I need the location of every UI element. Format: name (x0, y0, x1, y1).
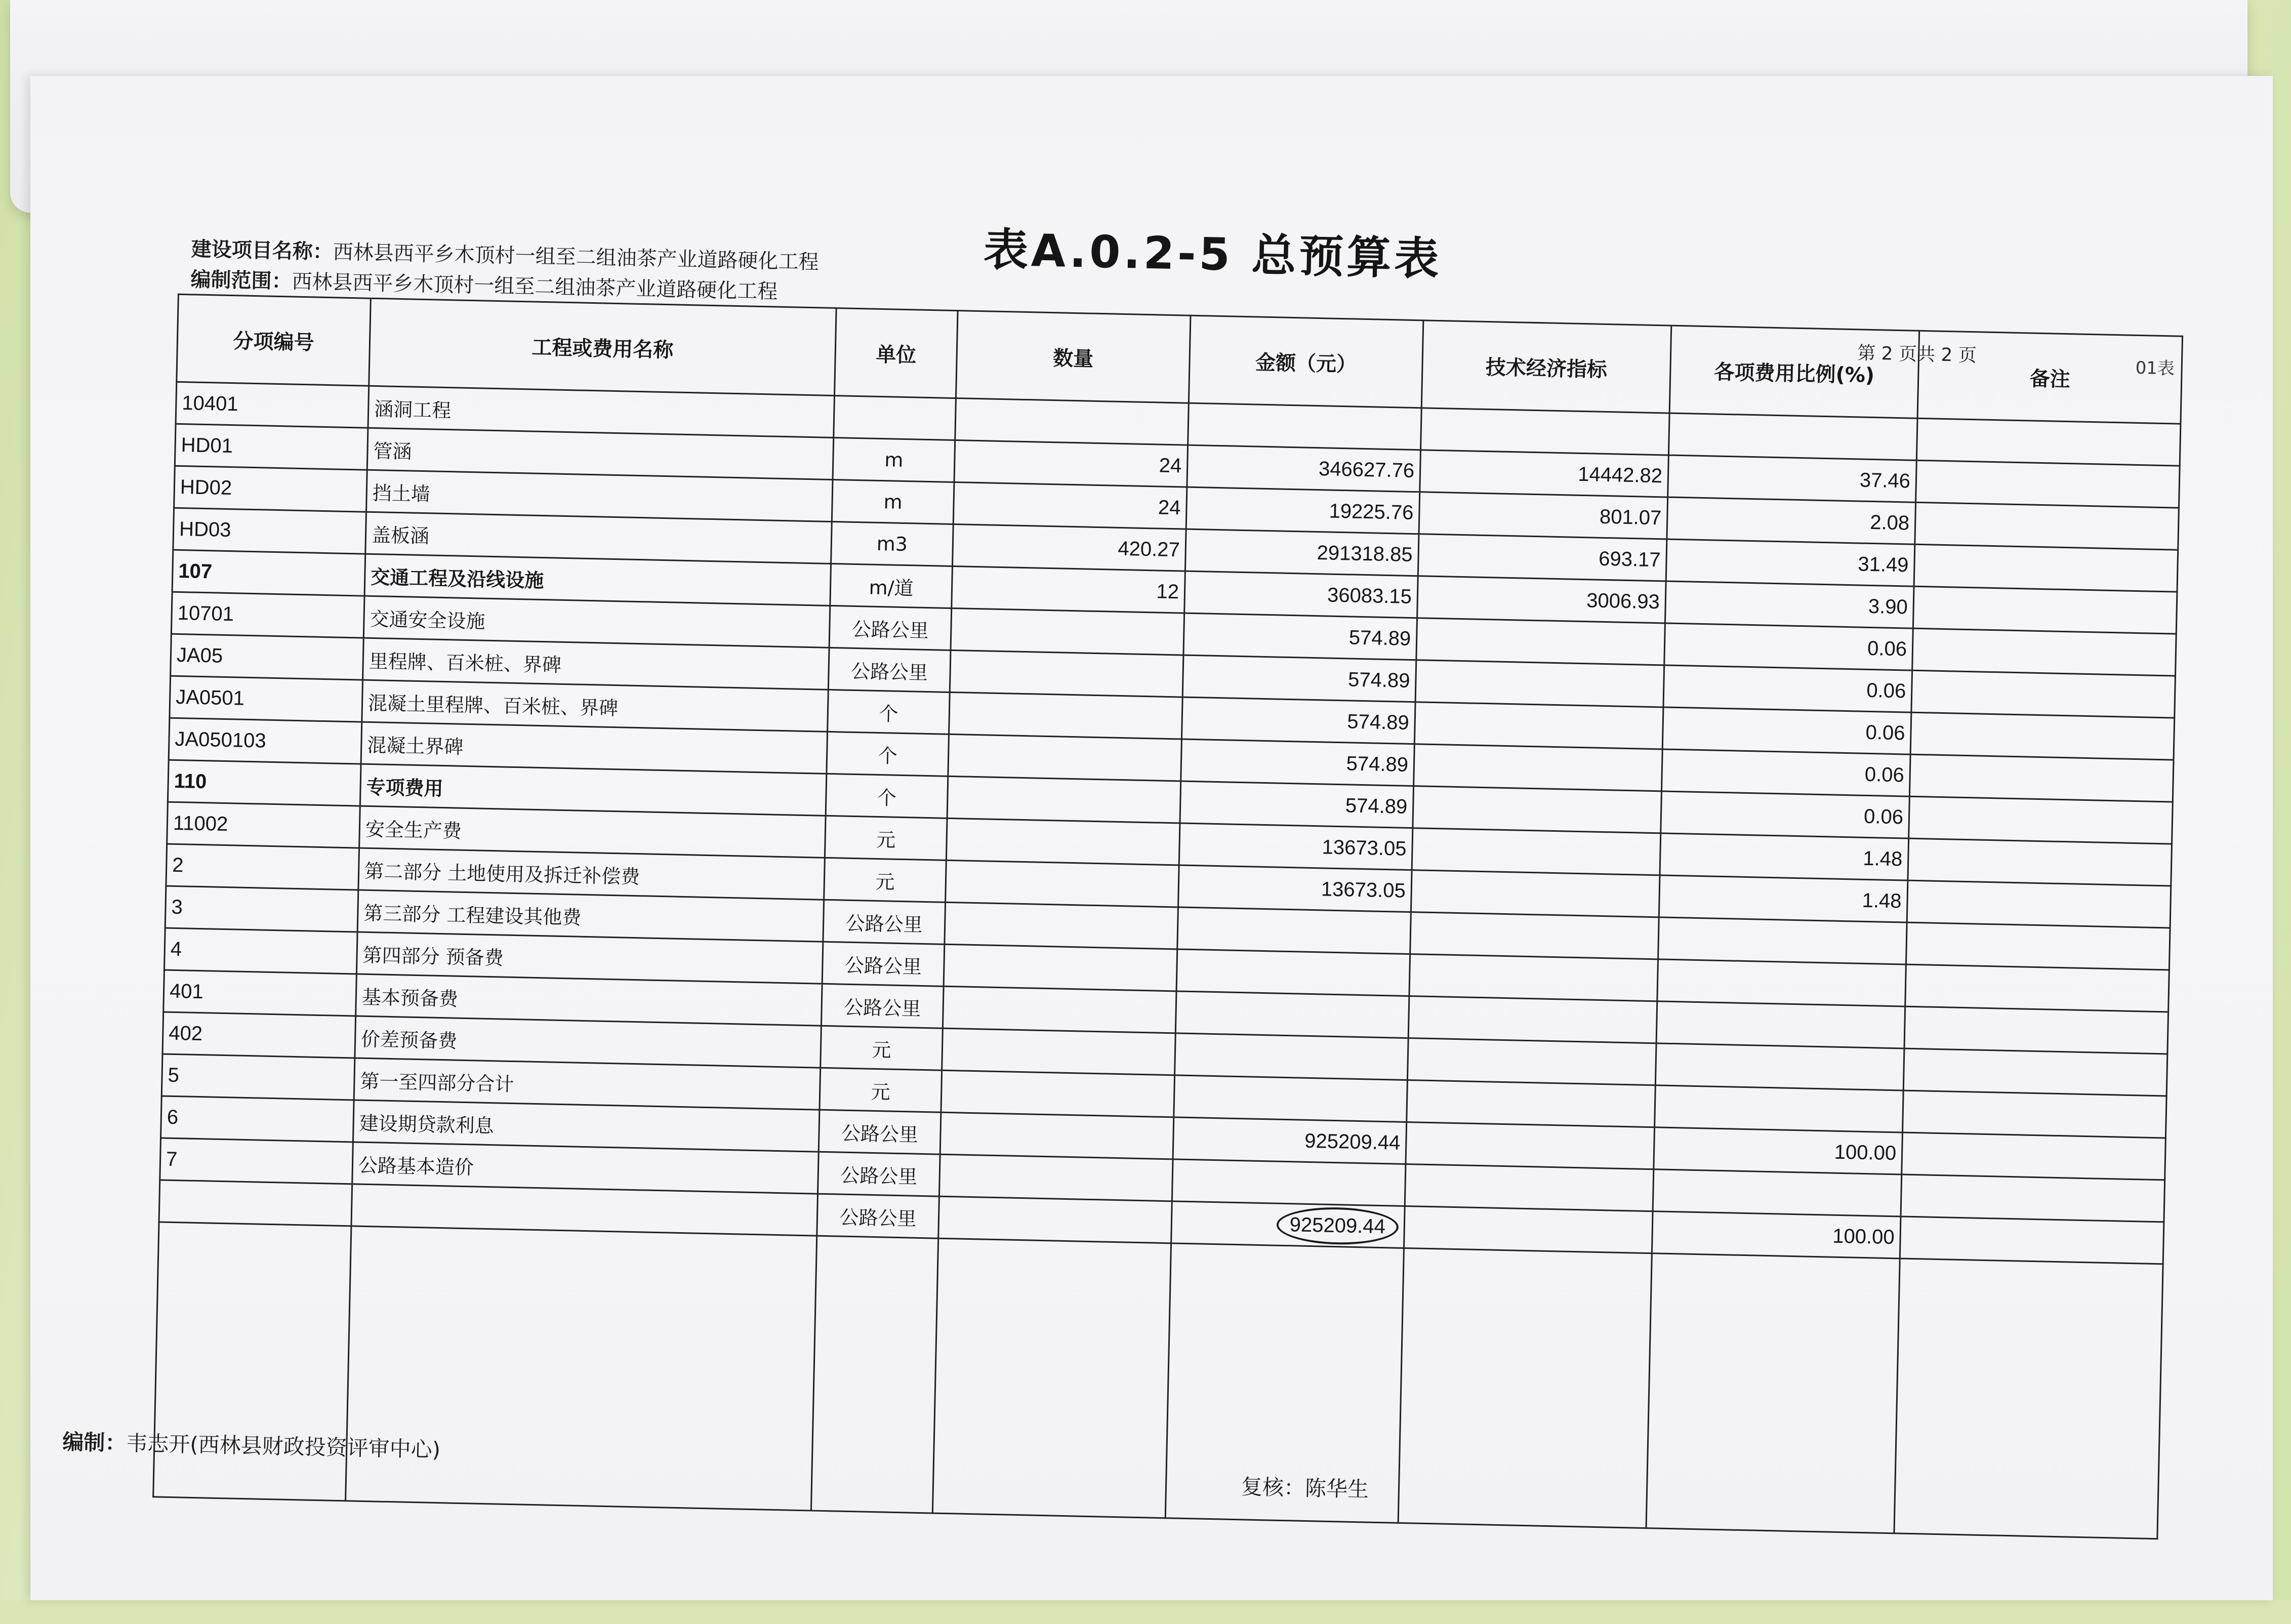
cell-qty (951, 608, 1184, 655)
cell-index (1411, 870, 1660, 917)
cell-code: 7 (160, 1138, 353, 1184)
blank-cell (1398, 1248, 1652, 1528)
cell-name: 混凝土里程牌、百米桩、界碑 (362, 680, 829, 732)
cell-qty (939, 1154, 1173, 1201)
cell-note (1902, 1090, 2166, 1138)
document-title: 表A.0.2-5 总预算表 (983, 223, 1443, 286)
editor-name: 韦志开(西林县财政投资评审中心) (126, 1431, 441, 1463)
cell-note (1915, 502, 2179, 550)
cell-index (1416, 618, 1665, 665)
cell-note (1905, 964, 2170, 1012)
cell-index (1409, 954, 1658, 1001)
cell-unit: 个 (827, 732, 949, 776)
cell-unit: 元 (824, 858, 947, 902)
cell-name: 安全生产费 (359, 806, 826, 858)
cell-index (1414, 702, 1663, 749)
form-number: 01表 (2135, 357, 2175, 379)
cell-amount: 291318.85 (1185, 529, 1419, 576)
cell-ratio (1658, 917, 1907, 964)
cell-note (1907, 880, 2171, 928)
cell-name: 管涵 (367, 428, 834, 479)
header-amount: 金额（元） (1189, 315, 1423, 408)
blank-cell (1894, 1258, 2163, 1539)
cell-code: 3 (165, 886, 358, 932)
header-unit: 单位 (835, 308, 958, 398)
cell-note (1909, 796, 2173, 844)
cell-amount (1176, 949, 1410, 996)
cell-code: 107 (172, 550, 365, 596)
cell-qty (943, 986, 1176, 1033)
reviewer-label: 复核： (1241, 1474, 1305, 1500)
header-note: 备注 (1917, 331, 2183, 424)
cell-name: 基本预备费 (356, 974, 823, 1026)
header-ratio: 各项费用比例(%) (1669, 326, 1919, 418)
cell-note (1916, 418, 2181, 466)
cell-qty (941, 1070, 1175, 1117)
cell-ratio (1655, 1043, 1904, 1090)
scope-label: 编制范围： (190, 268, 292, 294)
cell-note (1900, 1216, 2164, 1264)
cell-code: JA05 (171, 634, 364, 680)
blank-cell (346, 1226, 817, 1511)
cell-unit: 元 (825, 816, 947, 860)
cell-unit: 公路公里 (817, 1194, 939, 1238)
cell-name: 建设期贷款利息 (353, 1100, 820, 1152)
cell-unit: 公路公里 (823, 900, 946, 944)
cell-amount: 574.89 (1183, 613, 1417, 660)
cell-ratio: 100.00 (1654, 1127, 1903, 1174)
cell-ratio (1657, 959, 1906, 1006)
cell-index: 693.17 (1418, 534, 1667, 581)
cell-qty (946, 860, 1179, 907)
cell-index (1407, 1080, 1656, 1127)
cell-qty (944, 944, 1177, 991)
table-body (153, 382, 2181, 1538)
cell-index (1406, 1122, 1655, 1169)
cell-unit: 公路公里 (822, 942, 945, 986)
cell-unit: m3 (831, 521, 954, 566)
cell-name: 盖板涵 (365, 512, 832, 563)
cell-code: JA050103 (169, 718, 362, 764)
cell-index: 3006.93 (1417, 576, 1666, 623)
cell-unit: 个 (828, 689, 950, 734)
cell-ratio: 0.06 (1662, 749, 1911, 796)
cell-qty (945, 902, 1178, 949)
header-name: 工程或费用名称 (369, 298, 836, 395)
cell-ratio: 0.06 (1661, 791, 1910, 838)
cell-index (1407, 1038, 1656, 1085)
cell-note (1909, 754, 2174, 802)
project-label: 建设项目名称： (191, 237, 334, 264)
cell-code: 5 (161, 1054, 355, 1100)
cell-qty: 24 (953, 482, 1187, 530)
cell-ratio (1668, 413, 1917, 460)
cell-code: 110 (168, 760, 361, 806)
cell-code: 10701 (171, 592, 364, 638)
cell-ratio: 1.48 (1660, 833, 1909, 880)
blank-cell (932, 1238, 1171, 1518)
cell-amount (1188, 403, 1422, 450)
cell-ratio: 3.90 (1665, 581, 1914, 628)
cell-unit: 元 (820, 1068, 942, 1112)
cell-amount: 36083.15 (1184, 571, 1418, 618)
cell-name: 交通安全设施 (363, 596, 830, 647)
cell-note (1912, 628, 2177, 676)
cell-code (159, 1180, 352, 1226)
cell-note (1904, 1006, 2169, 1054)
cell-code: 10401 (176, 382, 369, 428)
cell-index (1414, 744, 1663, 791)
cell-name: 第三部分 工程建设其他费 (357, 890, 824, 942)
cell-index (1415, 660, 1664, 707)
cell-note (1913, 586, 2177, 634)
cell-name: 专项费用 (360, 764, 827, 816)
cell-code: 11002 (167, 802, 360, 848)
cell-qty: 12 (952, 566, 1185, 613)
cell-index: 801.07 (1419, 492, 1668, 539)
cell-code: 402 (162, 1012, 356, 1058)
cell-amount: 19225.76 (1186, 487, 1420, 534)
blank-cell (811, 1236, 938, 1513)
cell-amount: 13673.05 (1178, 865, 1412, 912)
cell-qty (949, 692, 1183, 739)
cell-unit: 公路公里 (817, 1152, 940, 1196)
cell-ratio (1655, 1085, 1904, 1132)
cell-amount: 574.89 (1181, 697, 1415, 744)
cell-name: 价差预备费 (355, 1016, 822, 1068)
reviewer-name: 陈华生 (1304, 1475, 1369, 1502)
cell-amount (1175, 991, 1409, 1038)
cell-amount: 574.89 (1180, 781, 1414, 828)
cell-name: 挡土墙 (366, 470, 833, 521)
cell-unit (834, 396, 956, 440)
cell-note (1911, 670, 2176, 718)
cell-name: 交通工程及沿线设施 (364, 554, 831, 605)
cell-ratio (1656, 1001, 1905, 1048)
cell-qty (940, 1112, 1174, 1159)
cell-name: 第二部分 土地使用及拆迁补偿费 (358, 848, 825, 900)
cell-qty (950, 650, 1183, 697)
page-info: 第 2 页共 2 页 (1857, 343, 1977, 367)
cell-note (1902, 1132, 2166, 1180)
cell-unit: m (832, 479, 954, 524)
cell-index: 14442.82 (1420, 450, 1669, 497)
cell-ratio: 0.06 (1664, 623, 1913, 670)
header-code: 分项编号 (177, 294, 371, 386)
cell-qty (946, 818, 1180, 865)
cell-code: HD02 (174, 466, 367, 512)
cell-name: 公路基本造价 (352, 1142, 819, 1194)
cell-note (1906, 922, 2170, 970)
cell-ratio: 1.48 (1659, 875, 1908, 922)
header-qty: 数量 (956, 311, 1191, 403)
cell-amount (1171, 1201, 1405, 1248)
cell-unit: 元 (821, 1026, 943, 1070)
reviewer-signature (1241, 1470, 1369, 1503)
cell-ratio: 100.00 (1652, 1211, 1901, 1258)
cell-qty (955, 398, 1189, 445)
budget-table (152, 294, 2183, 1539)
cell-amount: 346627.76 (1187, 445, 1421, 492)
header-index: 技术经济指标 (1421, 320, 1671, 413)
cell-amount (1172, 1159, 1406, 1206)
cell-amount (1177, 907, 1411, 954)
cell-qty: 420.27 (953, 524, 1187, 571)
cell-index (1421, 408, 1670, 455)
cell-amount: 574.89 (1181, 739, 1415, 786)
project-name: 西林县西平乡木顶村一组至二组油茶产业道路硬化工程 (333, 240, 819, 274)
cell-amount (1174, 1075, 1408, 1122)
cell-index (1412, 828, 1661, 875)
cell-name: 第四部分 预备费 (356, 932, 823, 984)
cell-ratio: 2.08 (1667, 497, 1916, 544)
cell-unit: 公路公里 (821, 984, 944, 1028)
cell-unit: 个 (826, 774, 948, 818)
blank-cell (1646, 1253, 1900, 1533)
cell-note (1916, 460, 2180, 508)
cell-amount (1175, 1033, 1409, 1080)
cell-code: 401 (163, 970, 357, 1016)
cell-name: 里程牌、百米桩、界碑 (363, 638, 830, 689)
cell-code: 2 (166, 844, 359, 890)
cell-qty (947, 776, 1181, 823)
editor-label: 编制： (62, 1429, 127, 1456)
cell-code: 6 (161, 1096, 354, 1142)
cell-index (1410, 912, 1659, 959)
cell-ratio: 37.46 (1668, 455, 1917, 502)
cell-ratio: 0.06 (1663, 665, 1912, 712)
cell-unit: 公路公里 (828, 647, 951, 692)
cell-amount: 13673.05 (1179, 823, 1413, 870)
cell-unit: m/道 (830, 563, 953, 608)
cell-note (1914, 544, 2178, 592)
cell-code: 4 (164, 928, 357, 974)
cell-index (1413, 786, 1662, 833)
cell-unit: 公路公里 (819, 1110, 941, 1154)
cell-qty (948, 734, 1182, 781)
cell-note (1903, 1048, 2167, 1096)
cell-qty (938, 1196, 1172, 1243)
cell-ratio (1653, 1169, 1902, 1216)
cell-index (1404, 1206, 1653, 1253)
cell-qty: 24 (954, 440, 1188, 488)
cell-qty (942, 1028, 1176, 1075)
cell-amount: 574.89 (1182, 655, 1416, 702)
table-blank-row (153, 1222, 2163, 1539)
cell-ratio: 31.49 (1666, 539, 1915, 586)
cell-code: HD03 (173, 508, 366, 554)
cell-unit: m (833, 437, 955, 482)
cell-unit: 公路公里 (829, 605, 952, 650)
cell-note (1908, 838, 2172, 886)
scope-name: 西林县西平乡木顶村一组至二组油茶产业道路硬化工程 (292, 270, 778, 304)
cell-name: 混凝土界碑 (361, 722, 828, 774)
circled-total-amount: 925209.44 (1276, 1206, 1399, 1245)
cell-name: 涵洞工程 (368, 386, 835, 437)
cell-name: 第一至四部分合计 (354, 1058, 821, 1110)
cell-note (1910, 712, 2175, 760)
cell-ratio: 0.06 (1662, 707, 1911, 754)
cell-index (1408, 996, 1657, 1043)
cell-index (1405, 1164, 1654, 1211)
cell-amount: 925209.44 (1173, 1117, 1407, 1164)
cell-code: JA0501 (170, 676, 363, 722)
cell-code: HD01 (175, 424, 368, 470)
cell-note (1901, 1174, 2165, 1222)
